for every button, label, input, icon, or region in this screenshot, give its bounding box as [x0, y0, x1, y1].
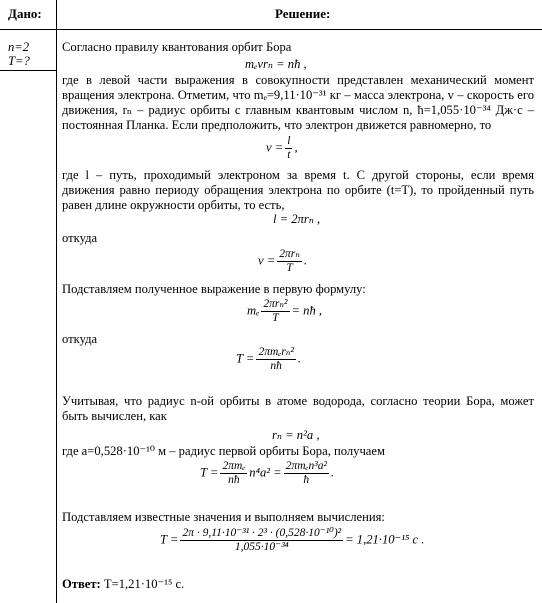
equation-2: v = $\frac{l}{t}$ , [266, 135, 298, 161]
equation-1: mₑvrₙ = nħ , [245, 57, 307, 71]
given-header: Дано: [8, 6, 42, 21]
paragraph-9: Подставляем известные значения и выполняем вычисления: [62, 510, 385, 524]
paragraph-8: где a=0,528·10⁻¹⁰ м – радиус первой орбиты Бора, получаем [62, 444, 385, 458]
given-divider [0, 70, 56, 71]
equation-5: mₑ $\frac{\text{2πrₙ²}}{T}$ = nħ , [247, 298, 323, 324]
equation-7: rₙ = n²a , [272, 428, 320, 442]
paragraph-3: где l – путь, проходимый электроном за время t. С другой стороны, если время движения равно периоду обращения электрона по орбите (t=T), то пройденный путь равен длине окружности орбиты, то есть, [62, 168, 534, 212]
equation-4: v = $\frac{\text{2πrₙ}}{T}$ . [258, 248, 308, 274]
equation-6: T = $\frac{\text{2πmₑrₙ²}}{nħ}$ . [236, 346, 302, 372]
answer-value: T=1,21·10⁻¹⁵ с. [103, 577, 185, 591]
header-divider [0, 29, 542, 30]
paragraph-1: Согласно правилу квантования орбит Бора [62, 40, 292, 54]
paragraph-6: откуда [62, 332, 98, 346]
paragraph-5: Подставляем полученное выражение в первую формулу: [62, 282, 366, 296]
equation-3: l = 2πrₙ , [273, 212, 321, 226]
answer-label: Ответ: [62, 577, 101, 591]
given-n: n=2 [8, 40, 30, 54]
given-t: T=? [8, 54, 30, 68]
answer [62, 577, 184, 592]
equation-8: T = $\frac{\text{2πmₑ}}{nħ}$ n⁴a² = $\frac{\text{2πmₑn³a²}}{ħ}$ . [200, 460, 335, 486]
paragraph-2: где в левой части выражения в совокупности представлен механический момент вращения электрона. Отметим, что mₑ=9,11·10⁻³¹ кг – масса электрона, v – скорость его движения, rₙ – радиус орбиты с главным квантовым числом n, ħ=1,055·10⁻³⁴ Дж·с – постоянная Планка. Если предположить, что электрон движется равномерно, то [62, 73, 534, 132]
equation-9: T = $\frac{\text{2π · 9,11·10⁻³¹ · 2³ · (0,528·10⁻¹⁰)²}}{\text{1,055·10⁻³⁴}}$ = 1,21·10⁻¹⁵ с . [160, 527, 425, 553]
paragraph-7: Учитывая, что радиус n-ой орбиты в атоме водорода, согласно теории Бора, может быть вычислен, как [62, 394, 534, 423]
paragraph-4: откуда [62, 231, 98, 245]
solution-header: Решение: [275, 6, 331, 21]
column-divider [56, 0, 57, 603]
